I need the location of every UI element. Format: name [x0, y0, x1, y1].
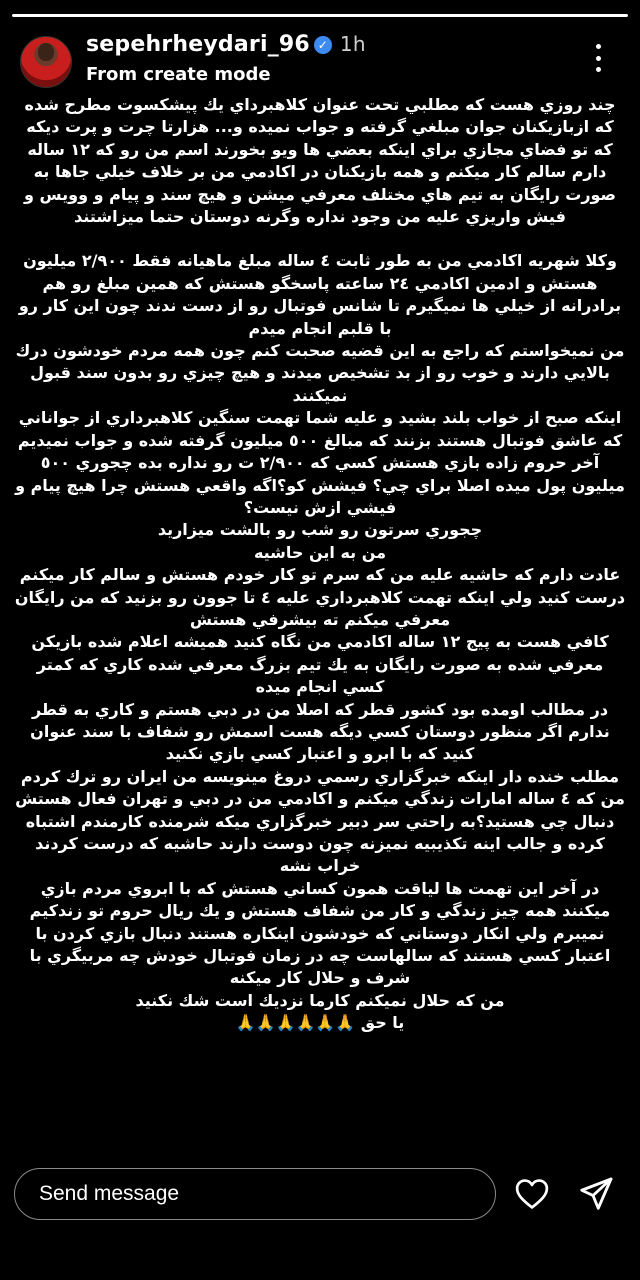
send-message-placeholder: Send message	[39, 1182, 180, 1205]
post-paragraph: عادت دارم كه حاشيه عليه من كه سرم تو كار خودم هستش و سالم كار ميكنم درست كنيد ولي اينكه تهمت كلاهبرداري عليه ٤ تا جوون رو بزنيد كه من رايگان معرفي ميكنم ته بيشرفي هستش	[14, 565, 626, 629]
more-dot	[596, 56, 601, 61]
more-dot	[596, 67, 601, 72]
post-paragraph: وكلا شهريه اكادمي من به طور ثابت ٤ ساله مبلغ ماهيانه فقط ٢/٩٠٠ ميليون هستش و ادمين اكادمي ٢٤ ساعته پاسخگو هستش كه همين مبلغ رو هم برادرانه از خيلي ها نميگيرم تا شانس فوتبال رو از دست ندند چون اين كار رو با قلبم انجام ميدم	[18, 251, 622, 338]
time-ago: 1h	[339, 32, 366, 56]
create-mode-label: From create mode	[86, 64, 271, 85]
story-progress-fill	[12, 14, 628, 17]
story-text-content	[14, 94, 626, 1074]
paragraph-gap	[14, 228, 626, 250]
story-progress-bar	[12, 14, 628, 17]
story-footer	[0, 1160, 640, 1240]
verified-badge-icon: ✓	[314, 36, 332, 54]
avatar-face	[38, 43, 54, 61]
post-paragraph: يا حق 🙏🙏🙏🙏🙏🙏	[235, 1013, 405, 1033]
post-paragraph: در آخر اين تهمت ها لياقت همون كساني هستش كه با ابروي مردم بازي ميكنند همه چيز زندگي و كار من شفاف هستش و يك ريال حروم تو زندكيم نميبرم ولي انكار دوستاني كه خودشون اينكاره هستند دنبال بازي كردن با اعتبار كسي هستند كه سالهاست چه در زمان فوتبال خودش چه مربيگري با شرف و حلال كار ميكنه	[29, 878, 611, 988]
heart-icon[interactable]	[515, 1178, 549, 1210]
username-row[interactable]	[86, 32, 366, 57]
post-paragraph: در مطالب اومده بود كشور قطر كه اصلا من در دبي هستم و كاري به قطر ندارم اگر منظور دوستان كسي ديگه هست اسمش رو شفاف با سند عنوان كنيد كه با ابرو و اعتبار كسي بازي نكنيد	[30, 699, 610, 764]
send-message-input[interactable]	[14, 1168, 496, 1220]
post-paragraph: كافي هست به پيج ١٢ ساله اكادمي من نگاه كنيد هميشه اعلام شده بازيكن معرفي شده به صورت رايگان به يك تيم بزرگ معرفي شده كاري كه كمتر كسي انجام ميده	[31, 632, 609, 697]
post-paragraph: من كه حلال نميكنم كارما نزديك است شك نكنيد	[135, 990, 505, 1010]
more-options-icon[interactable]	[592, 44, 604, 72]
post-paragraph: اينكه صبح از خواب بلند بشيد و عليه شما تهمت سنگين كلاهبرداري از جواناني كه عاشق فوتبال هستند بزنند كه مبالغ ٥٠٠ ميليون گرفته شده و جواب نميديم آخر حروم زاده بازي هستش كسي كه ٢/٩٠٠ ت رو نداره بده چجوري ٥٠٠ ميليون پول ميده اصلا براي چي؟ فيشش كو؟اگه واقعي هستش چرا هيچ پيام و فيشي ازش نيست؟	[15, 408, 625, 517]
post-paragraph: چند روزي هست كه مطلبي تحت عنوان كلاهبرداي يك پيشكسوت مطرح شده كه ازبازيكنان جوان مبلغي گرفته و جواب نميده و... هزارتا چرت و پرت ديكه كه تو فضاي مجازي براي اينكه بعضي ها ويو بخورند اسم من رو كه ١٢ ساله دارم سالم كار ميكنم و همه بازيكنان در اكادمي من بر خلاف خيلي جاها به صورت رايگان به تيم هاي مختلف معرفي ميشن و هيچ سند و پيام و وويس و فيش واريزي عليه من وجود نداره وگرنه دوستان حتما ميزاشتند	[23, 95, 617, 227]
avatar[interactable]	[20, 36, 72, 88]
more-dot	[596, 44, 601, 49]
post-paragraph: من به اين حاشيه	[253, 542, 387, 562]
post-paragraph: چجوري سرتون رو شب رو بالشت ميزاريد	[157, 520, 483, 540]
send-icon[interactable]	[578, 1176, 614, 1212]
post-paragraph: مطلب خنده دار اينكه خبرگزاري رسمي دروغ مينويسه من ايران رو ترك كردم من كه ٤ ساله امارات زندگي ميكنم و اكادمي من در دبي و تهران فعال هستش دنبال چي هستيد؟به راحتي سر دبير خبرگزاري ميكه شرمنده كارمندم اشتباه كرده و جالب اينه تكذيبيه نميزنه چون دوست دارند حاشيه كه درست كردند خراب نشه	[15, 766, 625, 876]
story-header	[20, 32, 624, 88]
post-paragraph: من نميخواستم كه راجع به اين قضيه صحبت كنم چون همه مردم خودشون درك بالايي دارند و خوب رو از بد تشخيص ميدند و هيچ چيزي رو بدون سند قبول نميكنند	[15, 341, 625, 405]
username[interactable]: sepehrheydari_96	[86, 32, 310, 57]
